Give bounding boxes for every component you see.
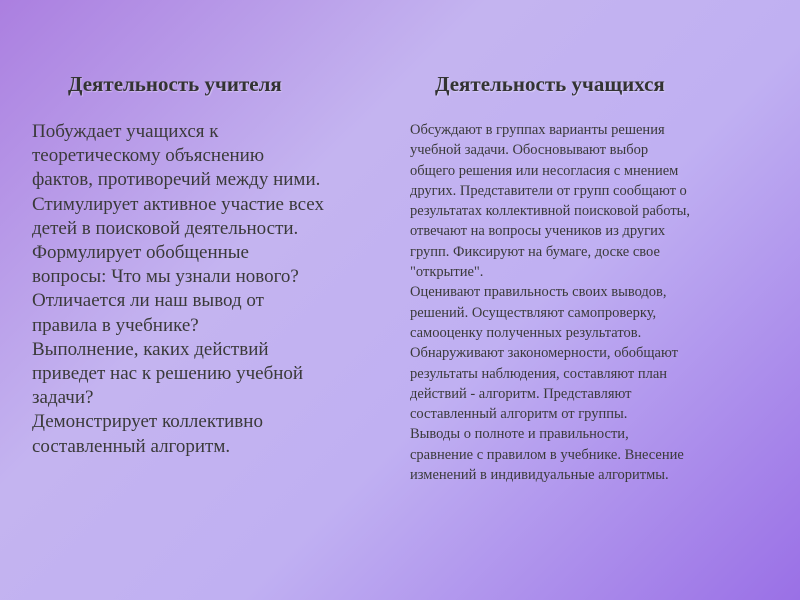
student-text-line: самооценку полученных результатов. [410, 324, 642, 341]
teacher-text-line: правила в учебнике? [32, 314, 199, 336]
teacher-activity-heading: Деятельность учителя [68, 72, 282, 96]
student-text-line: изменений в индивидуальные алгоритмы. [410, 467, 669, 484]
student-text-line: Оценивают правильность своих выводов, [410, 284, 667, 301]
student-activity-text [410, 120, 770, 485]
teacher-text-line: Стимулирует активное участие всех [32, 193, 324, 215]
teacher-text-line: Демонстрирует коллективно [32, 411, 263, 433]
student-text-line: учебной задачи. Обосновывают выбор [410, 142, 649, 159]
teacher-text-line: Формулирует обобщенные [32, 242, 249, 264]
student-text-line: других. Представители от групп сообщают о [410, 182, 687, 199]
student-text-line: "открытие". [410, 264, 484, 281]
student-activity-heading: Деятельность учащихся [435, 72, 665, 96]
student-text-line: Обнаруживают закономерности, обобщают [410, 345, 678, 362]
student-text-line: решений. Осуществляют самопроверку, [410, 304, 657, 321]
teacher-text-line: приведет нас к решению учебной [32, 363, 304, 385]
student-text-line: отвечают на вопросы учеников из других [410, 223, 666, 240]
teacher-activity-text [32, 120, 387, 459]
teacher-text-line: Выполнение, каких действий [32, 338, 269, 360]
teacher-text-line: фактов, противоречий между ними. [32, 169, 321, 191]
student-text-line: Обсуждают в группах варианты решения [410, 122, 665, 138]
student-text-line: результаты наблюдения, составляют план [410, 365, 668, 382]
student-text-line: результатах коллективной поисковой работы, [410, 203, 691, 220]
student-text-line: действий - алгоритм. Представляют [410, 385, 632, 402]
student-text-line: составленный алгоритм от группы. [410, 406, 628, 423]
student-text-line: групп. Фиксируют на бумаге, доске свое [410, 243, 660, 260]
student-text-line: Выводы о полноте и правильности, [410, 426, 629, 443]
student-text-line: общего решения или несогласия с мнением [410, 162, 679, 179]
student-text-line: сравнение с правилом в учебнике. Внесение [410, 446, 684, 463]
teacher-text-line: составленный алгоритм. [32, 435, 231, 457]
teacher-text-line: детей в поисковой деятельности. [32, 217, 299, 239]
teacher-text-line: теоретическому объяснению [32, 145, 265, 167]
teacher-text-line: вопросы: Что мы узнали нового? [32, 266, 299, 288]
teacher-text-line: Побуждает учащихся к [32, 121, 219, 142]
teacher-text-line: Отличается ли наш вывод от [32, 290, 264, 312]
teacher-text-line: задачи? [32, 387, 94, 409]
